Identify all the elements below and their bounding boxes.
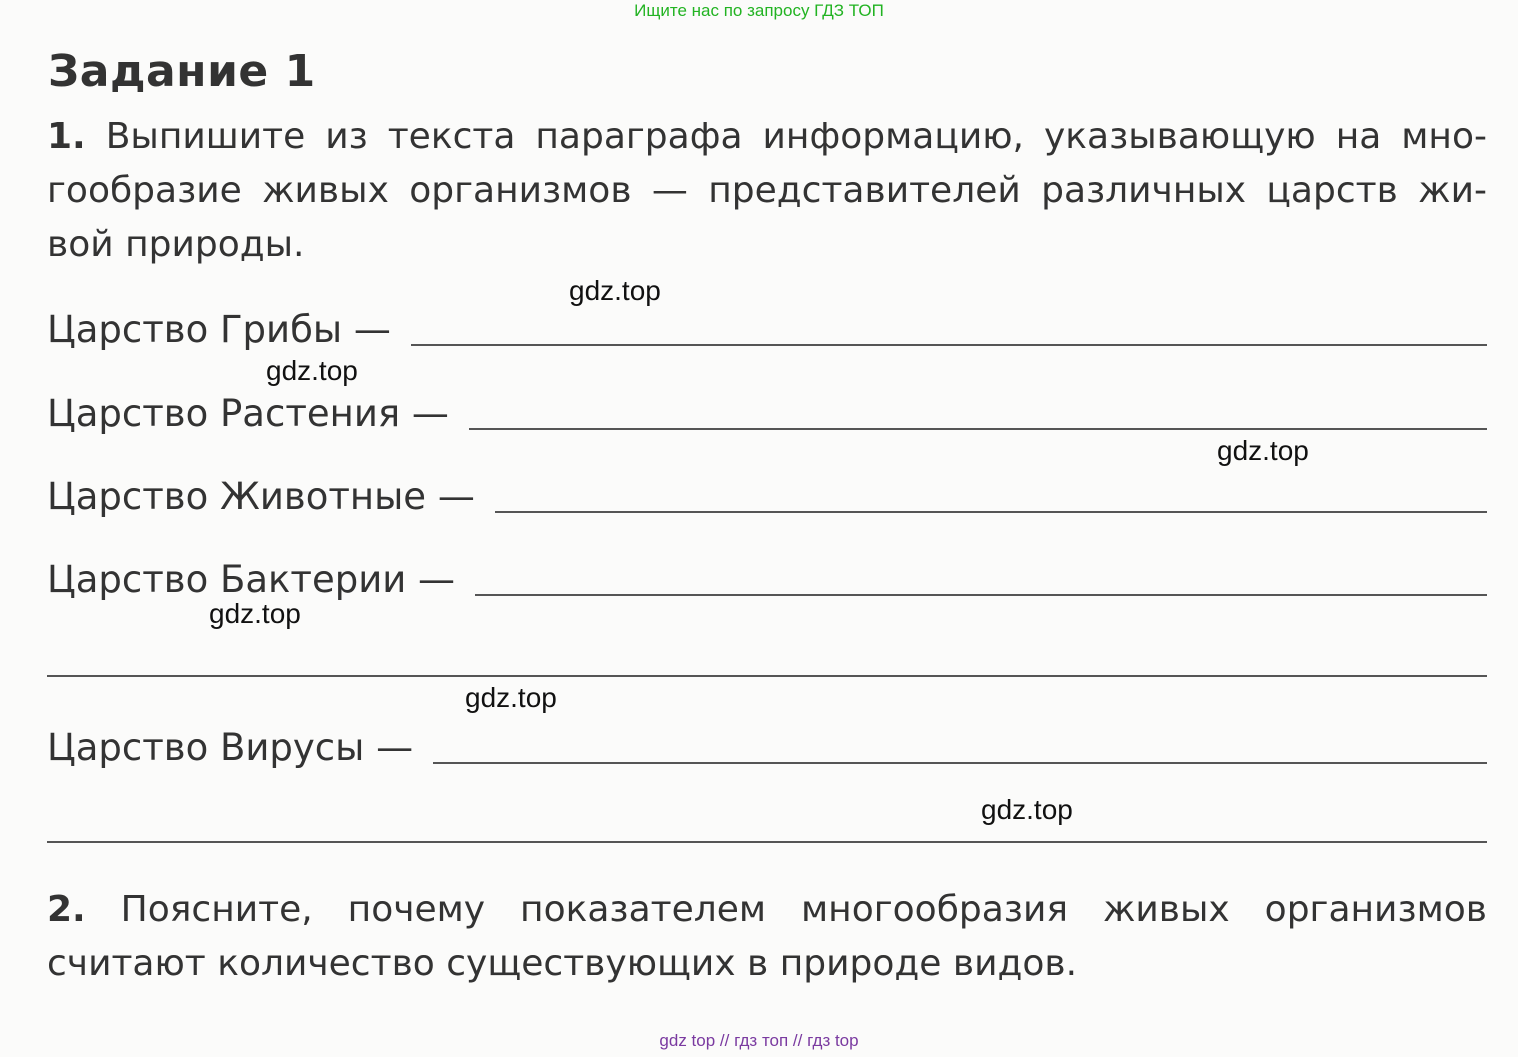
kingdom-row-bacteria — [47, 552, 1487, 602]
kingdom-label-plants: Царство Растения — — [47, 392, 449, 435]
answer-line-animals[interactable] — [495, 483, 1487, 513]
kingdom-label-animals: Царство Животные — — [47, 475, 475, 518]
kingdom-label-bacteria: Царство Бактерии — — [47, 558, 456, 601]
answer-line-extra-1[interactable] — [47, 675, 1487, 677]
answer-line-plants[interactable] — [469, 400, 1487, 430]
watermark: gdz.top — [1217, 435, 1309, 466]
kingdom-row-viruses — [47, 720, 1487, 770]
question-2-line-1: 2. Поясните, почему показателем многообразия живых организмов — [47, 889, 1487, 930]
watermark: gdz.top — [209, 598, 301, 629]
answer-line-extra-2[interactable] — [47, 841, 1487, 843]
question-2-line-2: считают количество существующих в природе видов. — [47, 943, 1078, 984]
answer-line-viruses[interactable] — [433, 734, 1487, 764]
question-1 — [47, 110, 1487, 272]
watermark: gdz.top — [465, 682, 557, 713]
top-banner: Ищите нас по запросу ГДЗ ТОП — [634, 1, 884, 20]
watermark: gdz.top — [981, 794, 1073, 825]
question-1-line-3: вой природы. — [47, 224, 305, 265]
question-1-number: 1. — [47, 116, 86, 157]
answer-line-bacteria[interactable] — [475, 566, 1487, 596]
watermark: gdz.top — [569, 275, 661, 306]
kingdom-row-animals — [47, 469, 1487, 519]
question-1-line-1: 1. Выпишите из текста параграфа информацию, указывающую на мно- — [47, 116, 1487, 157]
kingdom-row-plants — [47, 386, 1487, 436]
kingdom-label-fungi: Царство Грибы — — [47, 308, 391, 351]
task-title: Задание 1 — [48, 46, 316, 97]
bottom-footer: gdz top // гдз топ // гдз top — [659, 1031, 859, 1050]
question-2-number: 2. — [47, 889, 86, 930]
kingdom-row-fungi — [47, 302, 1487, 352]
question-2 — [47, 883, 1487, 991]
kingdom-label-viruses: Царство Вирусы — — [47, 726, 414, 769]
watermark: gdz.top — [266, 355, 358, 386]
answer-line-fungi[interactable] — [411, 316, 1487, 346]
question-1-line-2: гообразие живых организмов — представителей различных царств жи- — [47, 170, 1487, 211]
